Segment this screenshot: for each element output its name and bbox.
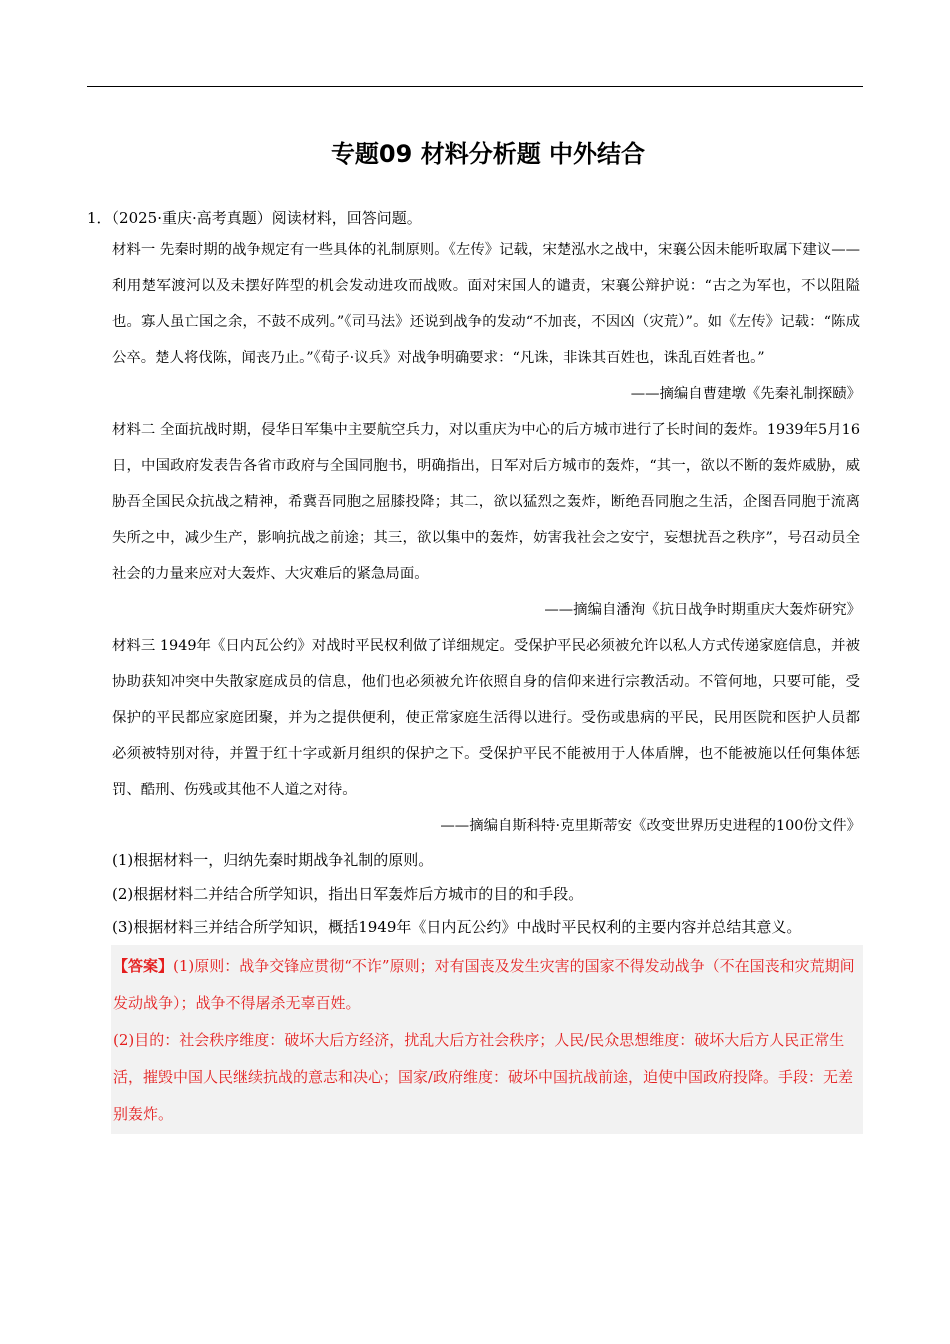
answer-box	[111, 945, 863, 1134]
question-number: 1．	[87, 209, 112, 227]
material-2-text: 材料二 全面抗战时期，侵华日军集中主要航空兵力，对以重庆为中心的后方城市进行了长时间的轰炸。1939年5月16日，中国政府发表告各省市政府与全国同胞书，明确指出，日军对后方城市的轰炸，“其一，欲以不断的轰炸威胁，威胁吾全国民众抗战之精神，希冀吾同胞之屈膝投降；其二，欲以猛烈之轰炸，断绝吾同胞之生活，企图吾同胞于流离失所之中，减少生产，影响抗战之前途；其三，欲以集中的轰炸，妨害我社会之安宁，妄想扰吾之秩序”，号召动员全社会的力量来应对大轰炸、大灾难后的紧急局面。	[112, 422, 860, 582]
material-1-text: 材料一 先秦时期的战争规定有一些具体的礼制原则。《左传》记载，宋楚泓水之战中，宋襄公因未能听取属下建议——利用楚军渡河以及未摆好阵型的机会发动进攻而战败。面对宋国人的谴责，宋襄公辩护说：“古之为军也，不以阻隘也。寡人虽亡国之余，不鼓不成列。”《司马法》还说到战争的发动“不加丧，不因凶（灾荒）”。如《左传》记载：“陈成公卒。楚人将伐陈，闻丧乃止。”《荀子·议兵》对战争明确要求：“凡诛，非诛其百姓也，诛乱百姓者也。”	[112, 242, 860, 366]
material-2	[112, 412, 860, 592]
material-3	[112, 628, 860, 808]
material-1	[112, 232, 860, 376]
answer-part-1-text: (1)原则：战争交锋应贯彻“不诈”原则；对有国丧及发生灾害的国家不得发动战争（不在国丧和灾荒期间发动战争）；战争不得屠杀无辜百姓。	[113, 956, 855, 1012]
subquestion-1: (1)根据材料一，归纳先秦时期战争礼制的原则。	[112, 851, 434, 869]
answer-part-2: (2)目的：社会秩序维度：破坏大后方经济，扰乱大后方社会秩序；人民/民众思想维度：破坏大后方人民正常生活，摧毁中国人民继续抗战的意志和决心；国家/政府维度：破坏中国抗战前途，迫使中国政府投降。手段：无差别轰炸。	[113, 1030, 854, 1123]
subquestion-2: (2)根据材料二并结合所学知识，指出日军轰炸后方城市的目的和手段。	[112, 884, 584, 903]
material-3-source: ——摘编自斯科特·克里斯蒂安《改变世界历史进程的100份文件》	[440, 818, 861, 834]
page-title: 专题09 材料分析题 中外结合	[330, 140, 646, 168]
subquestion-3: (3)根据材料三并结合所学知识，概括1949年《日内瓦公约》中战时平民权利的主要内容并总结其意义。	[112, 918, 802, 936]
material-2-source: ——摘编自潘洵《抗日战争时期重庆大轰炸研究》	[544, 602, 861, 618]
header-rule	[87, 86, 863, 87]
question-header	[87, 204, 865, 232]
question-source: （2025·重庆·高考真题）阅读材料，回答问题。	[111, 209, 422, 227]
answer-tag: 【答案】	[113, 956, 174, 975]
material-3-text: 材料三 1949年《日内瓦公约》对战时平民权利做了详细规定。受保护平民必须被允许以私人方式传递家庭信息，并被协助获知冲突中失散家庭成员的信息，他们也必须被允许依照自身的信仰来进行宗教活动。不管何地，只要可能，受保护的平民都应家庭团聚，并为之提供便利，使正常家庭生活得以进行。受伤或患病的平民，民用医院和医护人员都必须被特别对待，并置于红十字或新月组织的保护之下。受保护平民不能被用于人体盾牌，也不能被施以任何集体惩罚、酷刑、伤残或其他不人道之对待。	[112, 638, 860, 798]
material-1-source: ——摘编自曹建墩《先秦礼制探赜》	[630, 386, 861, 402]
question-block	[87, 204, 865, 1134]
answer-part-1	[111, 948, 863, 1022]
